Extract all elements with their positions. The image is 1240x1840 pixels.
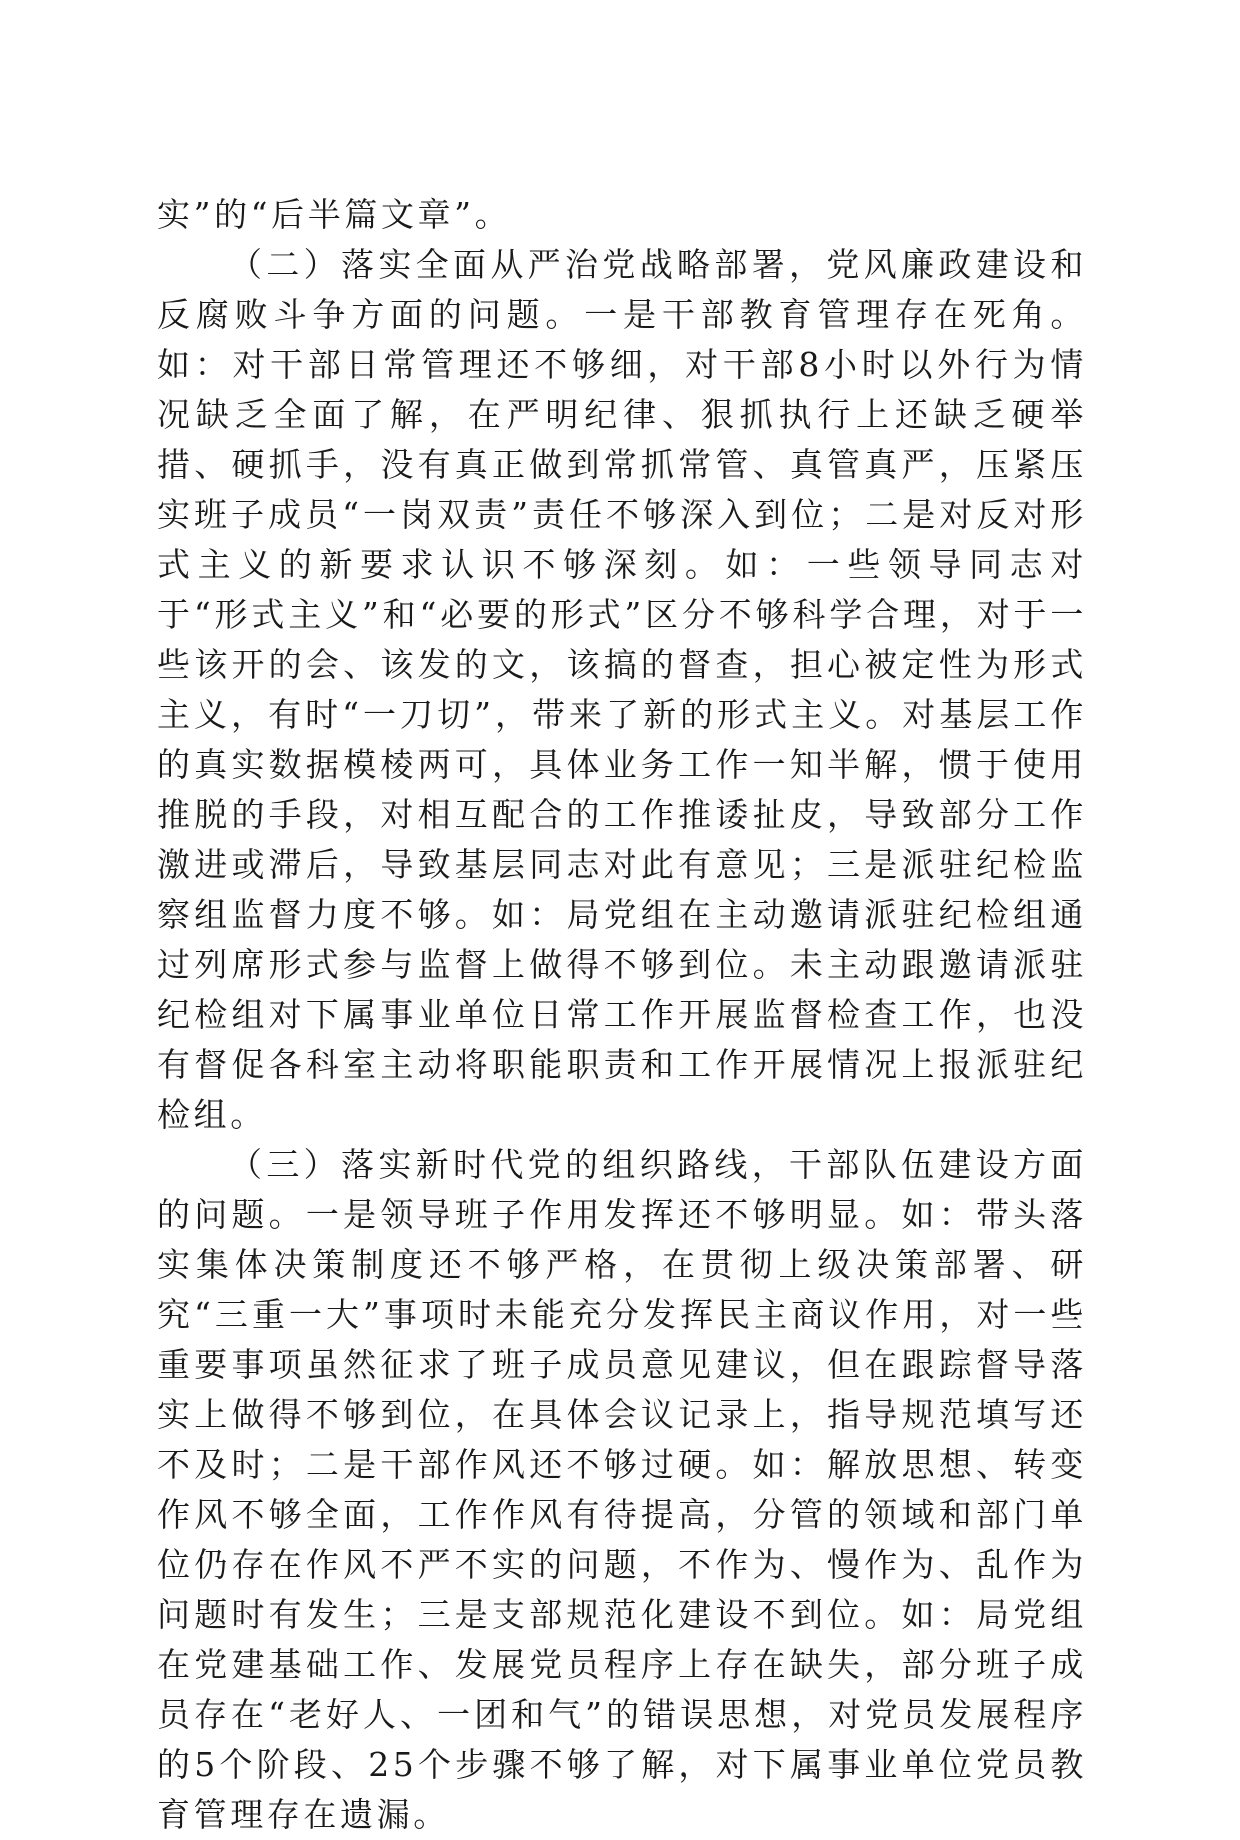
document-page: [157, 190, 1087, 1840]
paragraph-section-three: （三）落实新时代党的组织路线，干部队伍建设方面的问题。一是领导班子作用发挥还不够明显。如：带头落实集体决策制度还不够严格，在贯彻上级决策部署、研究“三重一大”事项时未能充分发挥民主商议作用，对一些重要事项虽然征求了班子成员意见建议，但在跟踪督导落实上做得不够到位，在具体会议记录上，指导规范填写还不及时；二是干部作风还不够过硬。如：解放思想、转变作风不够全面，工作作风有待提高，分管的领域和部门单位仍存在作风不严不实的问题，不作为、慢作为、乱作为问题时有发生；三是支部规范化建设不到位。如：局党组在党建基础工作、发展党员程序上存在缺失，部分班子成员存在“老好人、一团和气”的错误思想，对党员发展程序的5个阶段、25个步骤不够了解，对下属事业单位党员教育管理存在遗漏。: [157, 1145, 1087, 1834]
paragraph-continuation: 实”的“后半篇文章”。: [157, 195, 512, 234]
paragraph-section-two: （二）落实全面从严治党战略部署，党风廉政建设和反腐败斗争方面的问题。一是干部教育管理存在死角。如：对干部日常管理还不够细，对干部8小时以外行为情况缺乏全面了解，在严明纪律、狠抓执行上还缺乏硬举措、硬抓手，没有真正做到常抓常管、真管真严，压紧压实班子成员“一岗双责”责任不够深入到位；二是对反对形式主义的新要求认识不够深刻。如：一些领导同志对于“形式主义”和“必要的形式”区分不够科学合理，对于一些该开的会、该发的文，该搞的督查，担心被定性为形式主义，有时“一刀切”，带来了新的形式主义。对基层工作的真实数据模棱两可，具体业务工作一知半解，惯于使用推脱的手段，对相互配合的工作推诿扯皮，导致部分工作激进或滞后，导致基层同志对此有意见；三是派驻纪检监察组监督力度不够。如：局党组在主动邀请派驻纪检组通过列席形式参与监督上做得不够到位。未主动跟邀请派驻纪检组对下属事业单位日常工作开展监督检查工作，也没有督促各科室主动将职能职责和工作开展情况上报派驻纪检组。: [157, 245, 1087, 1134]
